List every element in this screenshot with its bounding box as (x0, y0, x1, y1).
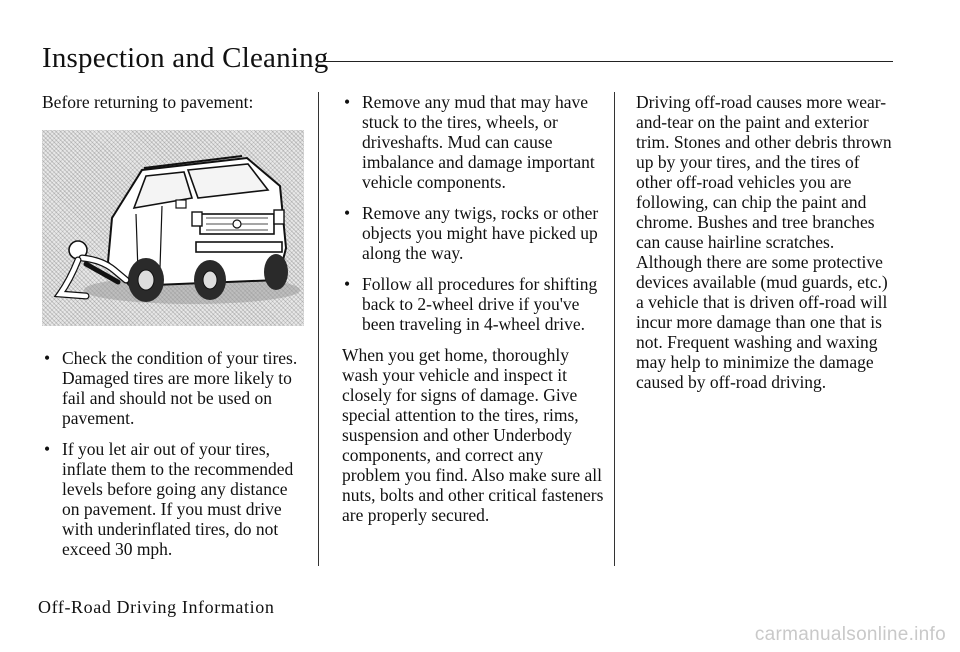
intro-text: Before returning to pavement: (42, 92, 254, 112)
list-item: • Remove any twigs, rocks or other objects you might have picked up along the way. (342, 203, 604, 263)
tire-bullet-list (42, 348, 304, 559)
list-item: • Check the condition of your tires. Damaged tires are more likely to fail and should not be used on pavement. (42, 348, 304, 428)
list-item: • If you let air out of your tires, inflate them to the recommended levels before going any distance on pavement. If you must drive with underinflated tires, do not exceed 30 mph. (42, 439, 304, 559)
column-right (636, 92, 898, 392)
cleanup-bullet-list (342, 92, 604, 334)
section-footer: Off-Road Driving Information (38, 597, 275, 617)
title-rule (317, 61, 893, 62)
list-item: • Remove any mud that may have stuck to the tires, wheels, or driveshafts. Mud can cause imbalance and damage important vehicle components. (342, 92, 604, 192)
column-middle (342, 92, 604, 525)
paint-damage-paragraph: Driving off-road causes more wear-and-tear on the paint and exterior trim. Stones and other debris thrown up by your tires, and the tires of other off-road vehicles you are following, can chip the paint and chrome. Bushes and tree branches can cause hairline scratches. Although there are some protective devices available (mud guards, etc.) a vehicle that is driven off-road will incur more damage than one that is not. Frequent washing and waxing may help to minimize the damage caused by off-road driving. (636, 92, 892, 392)
suv-tire-inspection-icon (42, 130, 304, 326)
page-title: Inspection and Cleaning (42, 42, 329, 74)
column-divider-right (614, 92, 615, 566)
watermark: carmanualsonline.info (754, 624, 946, 645)
column-left (42, 92, 304, 570)
list-item: • Follow all procedures for shifting back to 2-wheel drive if you've been traveling in 4-wheel drive. (342, 274, 604, 334)
column-divider-left (318, 92, 319, 566)
home-wash-paragraph: When you get home, thoroughly wash your vehicle and inspect it closely for signs of damage. Give special attention to the tires, rims, suspension and other Underbody components, and correct any problem you find. Also make sure all nuts, bolts and other critical fasteners are properly secured. (342, 345, 604, 525)
